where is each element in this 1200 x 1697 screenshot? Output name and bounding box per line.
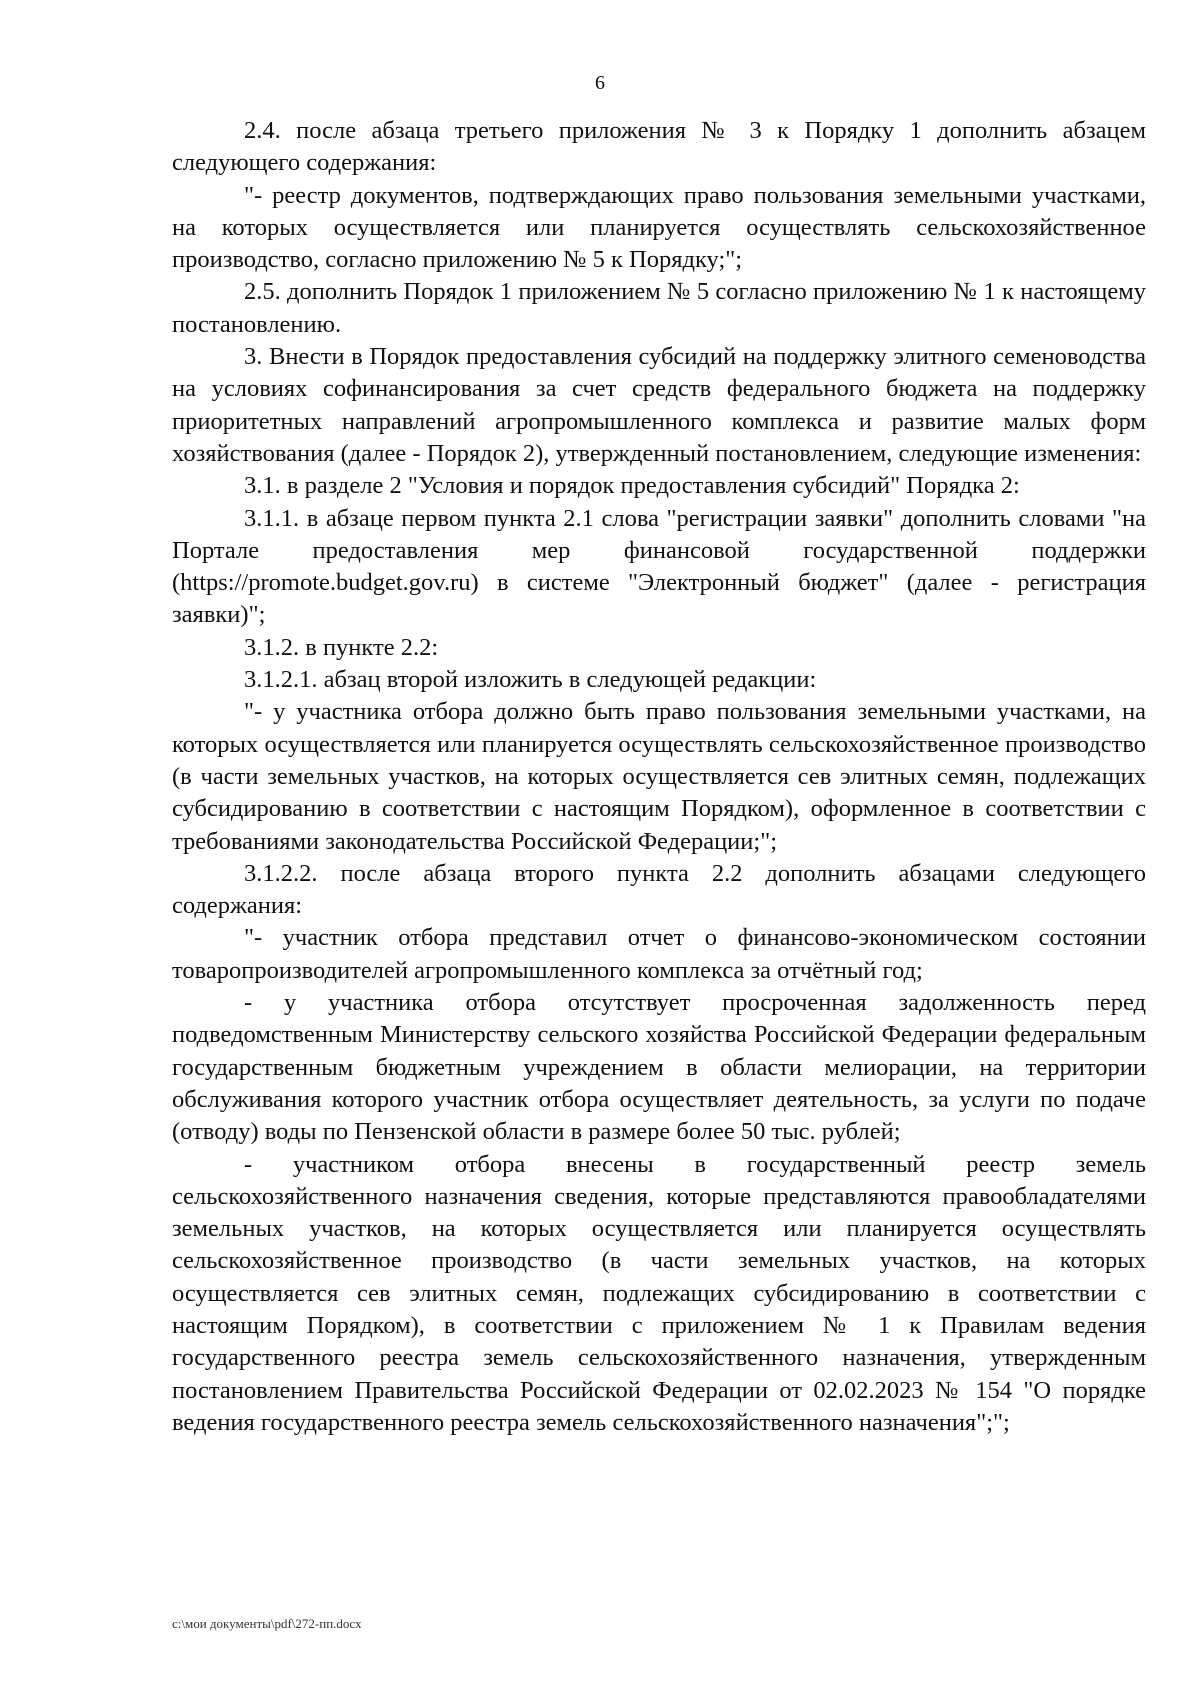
paragraph: 3.1.1. в абзаце первом пункта 2.1 слова "регистрации заявки" дополнить словами "на Портале предоставления мер финансовой государственной поддержки (https://promote.budget.gov.ru) в системе "Электронный бюджет" (далее - регистрация заявки)"; [172, 504, 1146, 629]
paragraph: - участником отбора внесены в государственный реестр земель сельскохозяйственного назначения сведения, которые представляются правообладателями земельных участков, на которых осуществляется или планируется осуществлять сельскохозяйственное производство (в части земельных участков, на которых осуществляется сев элитных семян, подлежащих субсидированию в соответствии с настоящим Порядком), в соответствии с приложением № 1 к Правилам ведения государственного реестра земель сельскохозяйственного назначения, утвержденным постановлением Правительства Российской Федерации от 02.02.2023 № 154 "О порядке ведения государственного реестра земель сельскохозяйственного назначения";"; [172, 1150, 1146, 1436]
paragraph: 2.4. после абзаца третьего приложения № 3 к Порядку 1 дополнить абзацем следующего содержания: [172, 117, 1146, 177]
footer-file-path: c:\мои документы\pdf\272-пп.docx [172, 1616, 362, 1631]
paragraph: "- реестр документов, подтверждающих право пользования земельными участками, на которых осуществляется или планируется осуществлять сельскохозяйственное производство, согласно приложению № 5 к Порядку;"; [172, 181, 1146, 274]
paragraph: 2.5. дополнить Порядок 1 приложением № 5 согласно приложению № 1 к настоящему постановлению. [172, 278, 1146, 338]
paragraph: - у участника отбора отсутствует просроченная задолженность перед подведомственным Министерству сельского хозяйства Российской Федерации федеральным государственным бюджетным учреждением в области мелиорации, на территории обслуживания которого участник отбора осуществляет деятельность, за услуги по подаче (отводу) воды по Пензенской области в размере более 50 тыс. рублей; [172, 989, 1146, 1146]
paragraph: "- участник отбора представил отчет о финансово-экономическом состоянии товаропроизводителей агропромышленного комплекса за отчётный год; [172, 924, 1146, 984]
paragraph: 3. Внести в Порядок предоставления субсидий на поддержку элитного семеноводства на условиях софинансирования за счет средств федерального бюджета на поддержку приоритетных направлений агропромышленного комплекса и развитие малых форм хозяйствования (далее - Порядок 2), утвержденный постановлением, следующие изменения: [172, 343, 1146, 467]
paragraph: "- у участника отбора должно быть право пользования земельными участками, на которых осуществляется или планируется осуществлять сельскохозяйственное производство (в части земельных участков, на которых осуществляется сев элитных семян, подлежащих субсидированию в соответствии с настоящим Порядком), оформленное в соответствии с требованиями законодательства Российской Федерации;"; [172, 698, 1146, 855]
paragraph: 3.1.2. в пункте 2.2: [244, 633, 439, 661]
paragraph: 3.1.2.1. абзац второй изложить в следующей редакции: [244, 666, 817, 694]
paragraph: 3.1.2.2. после абзаца второго пункта 2.2 дополнить абзацами следующего содержания: [172, 859, 1146, 920]
page-number: 6 [595, 72, 605, 94]
document-body [172, 115, 1146, 1439]
paragraph: 3.1. в разделе 2 "Условия и порядок предоставления субсидий" Порядка 2: [244, 472, 1020, 500]
